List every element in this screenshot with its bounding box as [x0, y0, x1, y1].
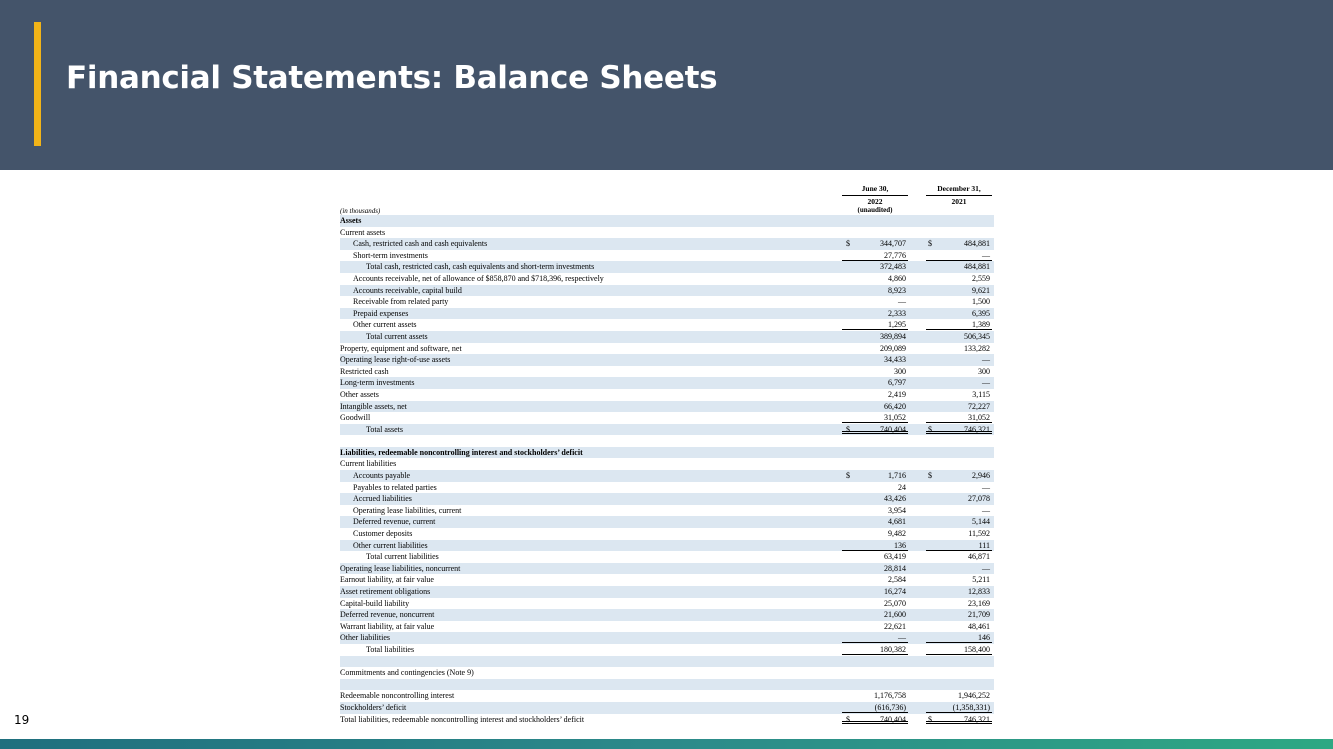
value-june-2022: 740,404: [842, 714, 908, 724]
value-june-2022: 2,333: [888, 308, 906, 318]
row-label: Property, equipment and software, net: [340, 343, 462, 353]
value-december-2021: 300: [978, 366, 990, 376]
units-note: (in thousands): [340, 207, 381, 215]
row-label: Intangible assets, net: [340, 401, 407, 411]
value-june-2022: (616,736): [842, 702, 908, 713]
value-june-2022: 209,089: [880, 343, 906, 353]
row-label: Payables to related parties: [353, 482, 437, 492]
value-december-2021: 506,345: [964, 331, 990, 341]
row-label: Current assets: [340, 227, 386, 237]
value-december-2021: 48,461: [968, 621, 990, 631]
slide-header: [0, 0, 1333, 170]
row-label: Liabilities, redeemable noncontrolling interest and stockholders’ deficit: [340, 447, 583, 457]
value-december-2021: 6,395: [972, 308, 990, 318]
value-december-2021: —: [926, 250, 992, 261]
table-row: [340, 493, 994, 505]
value-december-2021: —: [982, 563, 990, 573]
table-row: [340, 470, 994, 482]
value-june-2022: 27,776: [842, 250, 908, 261]
row-label: Customer deposits: [353, 529, 413, 539]
value-june-2022: 1,716: [888, 471, 906, 481]
page-number: 19: [14, 713, 30, 727]
table-row: [340, 714, 994, 726]
value-june-2022: 344,707: [880, 239, 906, 249]
table-row: [340, 343, 994, 355]
table-row: [340, 377, 994, 389]
value-december-2021: (1,358,331): [926, 702, 992, 713]
value-december-2021: 146: [926, 632, 992, 643]
value-june-2022: 740,404: [842, 424, 908, 434]
table-row: [340, 528, 994, 540]
value-june-2022: 28,814: [884, 563, 906, 573]
row-label: Receivable from related party: [353, 297, 449, 307]
value-june-2022: 22,621: [884, 621, 906, 631]
table-row: [340, 482, 994, 494]
table-header: [340, 181, 994, 215]
value-june-2022: 31,052: [842, 412, 908, 423]
row-label: Operating lease liabilities, noncurrent: [340, 563, 461, 573]
value-december-2021: 2,946: [972, 471, 990, 481]
currency-symbol: $: [928, 471, 932, 481]
table-row: [340, 412, 994, 424]
table-row: [340, 667, 994, 679]
value-december-2021: 5,211: [972, 575, 990, 585]
value-december-2021: 12,833: [968, 587, 990, 596]
value-december-2021: 23,169: [968, 598, 990, 608]
value-june-2022: —: [898, 297, 906, 307]
value-december-2021: 11,592: [968, 529, 990, 539]
slide-title: Financial Statements: Balance Sheets: [66, 60, 718, 96]
table-row: [340, 389, 994, 401]
table-row: [340, 656, 994, 668]
row-label: Accounts payable: [353, 471, 411, 481]
value-june-2022: 43,426: [884, 494, 906, 504]
row-label: Current liabilities: [340, 459, 397, 469]
table-row: [340, 227, 994, 239]
row-label: Total current liabilities: [366, 552, 439, 562]
value-december-2021: 2,559: [972, 273, 990, 283]
value-december-2021: 1,389: [926, 319, 992, 330]
table-row: [340, 308, 994, 320]
currency-symbol: $: [928, 239, 932, 249]
table-row: [340, 238, 994, 250]
table-row: [340, 679, 994, 691]
table-row: [340, 319, 994, 331]
value-june-2022: 66,420: [884, 401, 906, 411]
currency-symbol: $: [928, 424, 932, 434]
table-row: [340, 458, 994, 470]
row-label: Stockholders’ deficit: [340, 702, 407, 712]
value-june-2022: 2,584: [888, 575, 906, 585]
table-row: [340, 598, 994, 610]
unaudited-label: (unaudited): [857, 206, 893, 214]
row-label: Long-term investments: [340, 378, 415, 388]
table-row: [340, 609, 994, 621]
row-label: Total cash, restricted cash, cash equivalents and short-term investments: [366, 262, 595, 272]
table-row: [340, 574, 994, 586]
row-label: Capital-build liability: [340, 598, 410, 608]
row-label: Prepaid expenses: [353, 308, 409, 318]
value-december-2021: 1,500: [972, 297, 990, 307]
value-june-2022: 180,382: [842, 644, 908, 655]
row-label: Assets: [340, 216, 362, 225]
row-label: Commitments and contingencies (Note 9): [340, 668, 474, 678]
table-row: [340, 424, 994, 436]
row-label: Warrant liability, at fair value: [340, 621, 435, 631]
row-label: Cash, restricted cash and cash equivalents: [353, 239, 488, 249]
table-row: [340, 690, 994, 702]
currency-symbol: $: [846, 471, 850, 481]
value-june-2022: 25,070: [884, 598, 906, 608]
value-june-2022: 16,274: [884, 587, 906, 596]
table-row: [340, 435, 994, 447]
row-label: Accounts receivable, net of allowance of $858,870 and $718,396, respectively: [353, 273, 604, 283]
value-december-2021: 46,871: [968, 552, 990, 562]
row-label: Deferred revenue, current: [353, 517, 436, 527]
table-row: [340, 702, 994, 714]
table-row: [340, 296, 994, 308]
table-row: [340, 366, 994, 378]
table-row: [340, 632, 994, 644]
value-december-2021: 27,078: [968, 494, 990, 504]
table-row: [340, 273, 994, 285]
value-december-2021: 746,321: [926, 714, 992, 724]
value-june-2022: 1,176,758: [874, 691, 906, 701]
value-june-2022: 8,923: [888, 285, 906, 295]
row-label: Total liabilities: [366, 644, 415, 654]
value-june-2022: 21,600: [884, 610, 906, 620]
value-june-2022: 1,295: [842, 319, 908, 330]
table-row: [340, 354, 994, 366]
row-label: Asset retirement obligations: [340, 587, 431, 596]
row-label: Total assets: [366, 424, 403, 434]
column-header-december-2021: [926, 183, 992, 208]
currency-symbol: $: [846, 424, 850, 434]
value-december-2021: 31,052: [926, 412, 992, 423]
row-label: Earnout liability, at fair value: [340, 575, 434, 585]
currency-symbol: $: [846, 714, 850, 724]
value-june-2022: 2,419: [888, 389, 906, 399]
value-june-2022: 6,797: [888, 378, 906, 388]
table-row: [340, 540, 994, 552]
table-row: [340, 215, 994, 227]
value-december-2021: 9,621: [972, 285, 990, 295]
table-row: [340, 447, 994, 459]
value-december-2021: 3,115: [972, 389, 990, 399]
table-row: [340, 261, 994, 273]
value-december-2021: 484,881: [964, 262, 990, 272]
row-label: Other current assets: [353, 320, 417, 330]
row-label: Redeemable noncontrolling interest: [340, 691, 455, 701]
currency-symbol: $: [928, 714, 932, 724]
table-row: [340, 516, 994, 528]
table-body: [340, 215, 994, 725]
row-label: Goodwill: [340, 413, 371, 423]
balance-sheet-table: [340, 181, 994, 725]
value-june-2022: 24: [898, 482, 906, 492]
table-row: [340, 551, 994, 563]
value-december-2021: —: [982, 505, 990, 515]
column-header-june-2022: [842, 183, 908, 208]
currency-symbol: $: [846, 239, 850, 249]
row-label: Operating lease liabilities, current: [353, 505, 462, 515]
table-row: [340, 586, 994, 598]
table-row: [340, 285, 994, 297]
accent-bar: [34, 22, 41, 146]
value-june-2022: 3,954: [888, 505, 906, 515]
value-june-2022: 136: [842, 540, 908, 551]
value-june-2022: 63,419: [884, 552, 906, 562]
value-december-2021: 111: [926, 540, 992, 551]
value-june-2022: 372,483: [880, 262, 906, 272]
value-december-2021: 158,400: [926, 644, 992, 655]
column-header-year: 2021: [926, 195, 992, 208]
row-label: Accounts receivable, capital build: [353, 285, 462, 295]
value-june-2022: —: [842, 632, 908, 643]
column-header-year: 2022: [842, 195, 908, 208]
row-label: Accrued liabilities: [353, 494, 412, 504]
value-december-2021: 133,282: [964, 343, 990, 353]
value-june-2022: 4,860: [888, 273, 906, 283]
value-december-2021: 484,881: [964, 239, 990, 249]
value-june-2022: 9,482: [888, 529, 906, 539]
footer-bar: [0, 739, 1333, 749]
table-row: [340, 644, 994, 656]
value-december-2021: 72,227: [968, 401, 990, 411]
value-june-2022: 389,894: [880, 331, 906, 341]
value-december-2021: —: [982, 482, 990, 492]
column-header-date: December 31,: [937, 184, 981, 193]
value-june-2022: 4,681: [888, 517, 906, 527]
table-row: [340, 621, 994, 633]
row-label: Other current liabilities: [353, 540, 428, 550]
table-row: [340, 401, 994, 413]
row-label: Restricted cash: [340, 366, 389, 376]
table-row: [340, 563, 994, 575]
value-december-2021: —: [982, 355, 990, 365]
row-label: Deferred revenue, noncurrent: [340, 610, 435, 620]
table-row: [340, 250, 994, 262]
row-label: Other liabilities: [340, 633, 390, 643]
row-label: Short-term investments: [353, 250, 428, 260]
column-header-date: June 30,: [861, 184, 889, 193]
row-label: Other assets: [340, 389, 379, 399]
value-december-2021: 21,709: [968, 610, 990, 620]
row-label: Total liabilities, redeemable noncontrolling interest and stockholders’ deficit: [340, 714, 585, 724]
row-label: Total current assets: [366, 331, 428, 341]
value-june-2022: 300: [894, 366, 906, 376]
row-label: Operating lease right-of-use assets: [340, 355, 451, 365]
value-december-2021: 5,144: [972, 517, 990, 527]
value-december-2021: —: [982, 378, 990, 388]
value-june-2022: 34,433: [884, 355, 906, 365]
table-row: [340, 505, 994, 517]
value-december-2021: 746,321: [926, 424, 992, 434]
value-december-2021: 1,946,252: [958, 691, 990, 701]
table-row: [340, 331, 994, 343]
